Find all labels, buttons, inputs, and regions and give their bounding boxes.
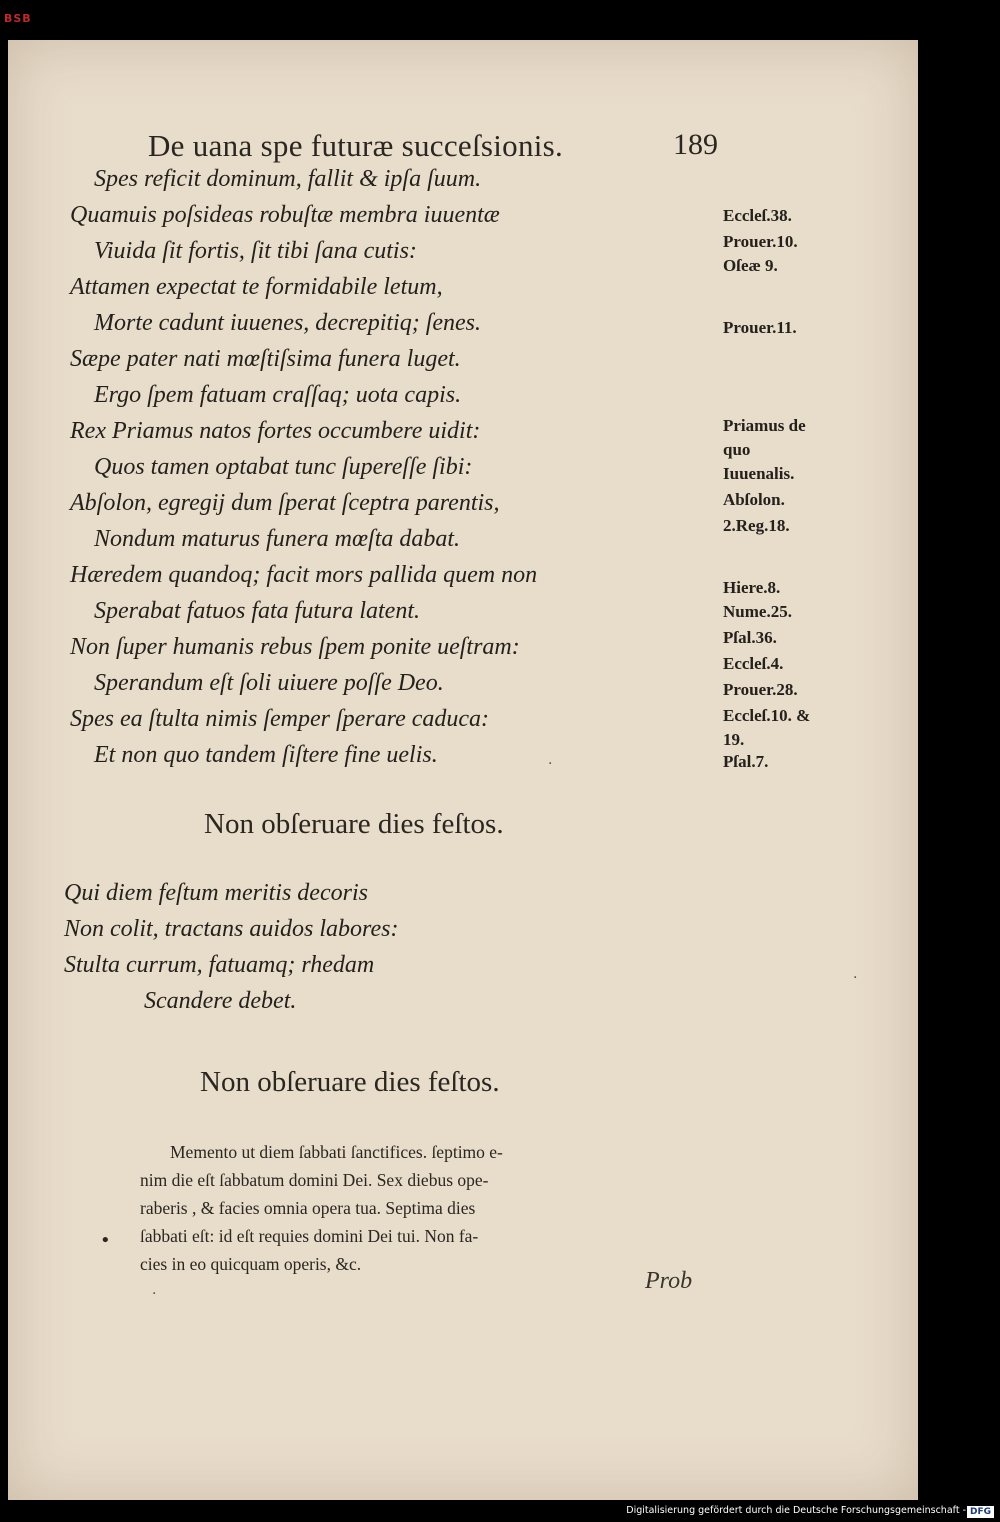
marginal-note: Pſal.7. [723,752,769,771]
marginal-note: Pſal.36. [723,628,777,647]
ink-speck: · [152,1286,157,1302]
prose-line: cies in eo quicquam operis, &c. [140,1254,362,1274]
ink-speck: · [548,756,553,772]
marginal-note: Oſeæ 9. [723,256,778,275]
marginal-note: Eccleſ.38. [723,206,792,225]
marginal-note: Priamus de [723,416,806,435]
marginal-note: 19. [723,730,745,749]
verse-line: Hæredem quandoq; facit mors pallida quem non [70,562,538,588]
marginal-note: Iuuenalis. [723,464,795,483]
verse-line: Non ſuper humanis rebus ſpem ponite ueſtram: [70,634,520,660]
marginal-note: Hiere.8. [723,578,781,597]
verse-line: Viuida ſit fortis, ſit tibi ſana cutis: [94,238,417,264]
page-number: 189 [673,128,718,161]
verse-line: Et non quo tandem ſiſtere fine uelis. [94,742,438,768]
prose-line: nim die eſt ſabbatum domini Dei. Sex diebus ope- [140,1170,489,1190]
verse-line: Rex Priamus natos fortes occumbere uidit: [70,418,481,444]
verse-line: Spes reficit dominum, fallit & ipſa ſuum. [94,166,482,192]
prose-line: raberis , & facies omnia opera tua. Septima dies [140,1198,476,1218]
ode-line: Scandere debet. [144,988,297,1014]
marginal-note: Prouer.28. [723,680,798,699]
verse-line: Sperabat fatuos fata futura latent. [94,598,421,624]
ode-line: Non colit, tractans auidos labores: [64,916,399,942]
running-header: De uana spe futuræ succeſsionis. [148,128,564,163]
dfg-logo: DFG [967,1506,994,1518]
marginal-note: Eccleſ.10. & [723,706,811,725]
verse-line: Quamuis poſsideas robuſtæ membra iuuentæ [70,202,500,228]
verse-line: Spes ea ſtulta nimis ſemper ſperare caduca: [70,706,490,732]
verse-line: Quos tamen optabat tunc ſupereſſe ſibi: [94,454,473,480]
section-title: Non obſeruare dies feſtos. [200,1066,500,1098]
verse-line: Abſolon, egregij dum ſperat ſceptra parentis, [70,490,500,516]
prose-line: ſabbati eſt: id eſt requies domini Dei tui. Non fa- [140,1226,479,1246]
marginal-note: Prouer.10. [723,232,798,251]
marginal-note: 2.Reg.18. [723,516,790,535]
marginal-note: Nume.25. [723,602,792,621]
marginal-note: quo [723,440,751,459]
verse-line: Sperandum eſt ſoli uiuere poſſe Deo. [94,670,444,696]
prose-paragraph [140,1138,650,1278]
verse-line: Attamen expectat te formidabile letum, [70,274,443,300]
marginal-note: Abſolon. [723,490,785,509]
verse-line: Morte cadunt iuuenes, decrepitiq; ſenes. [94,310,481,336]
prose-line: Memento ut diem ſabbati ſanctifices. ſeptimo e- [170,1142,503,1162]
ode-line: Stulta currum, fatuamq; rhedam [64,952,375,978]
marginal-note: Eccleſ.4. [723,654,784,673]
ink-speck: · [853,970,858,986]
digitization-credit: Digitalisierung gefördert durch die Deutsche Forschungsgemeinschaft - [626,1505,966,1516]
marginal-note: Prouer.11. [723,318,797,337]
library-stamp: BSB [4,12,32,25]
section-title: Non obſeruare dies feſtos. [204,808,504,840]
ink-dot: • [100,1230,111,1251]
verse-line: Ergo ſpem fatuam craſſaq; uota capis. [94,382,462,408]
verse-line: Nondum maturus funera mœſta dabat. [94,526,461,552]
book-page [8,40,918,1500]
ode-line: Qui diem feſtum meritis decoris [64,880,368,906]
catchword: Prob [645,1268,693,1294]
verse-line: Sæpe pater nati mœſtiſsima funera luget. [70,346,461,372]
